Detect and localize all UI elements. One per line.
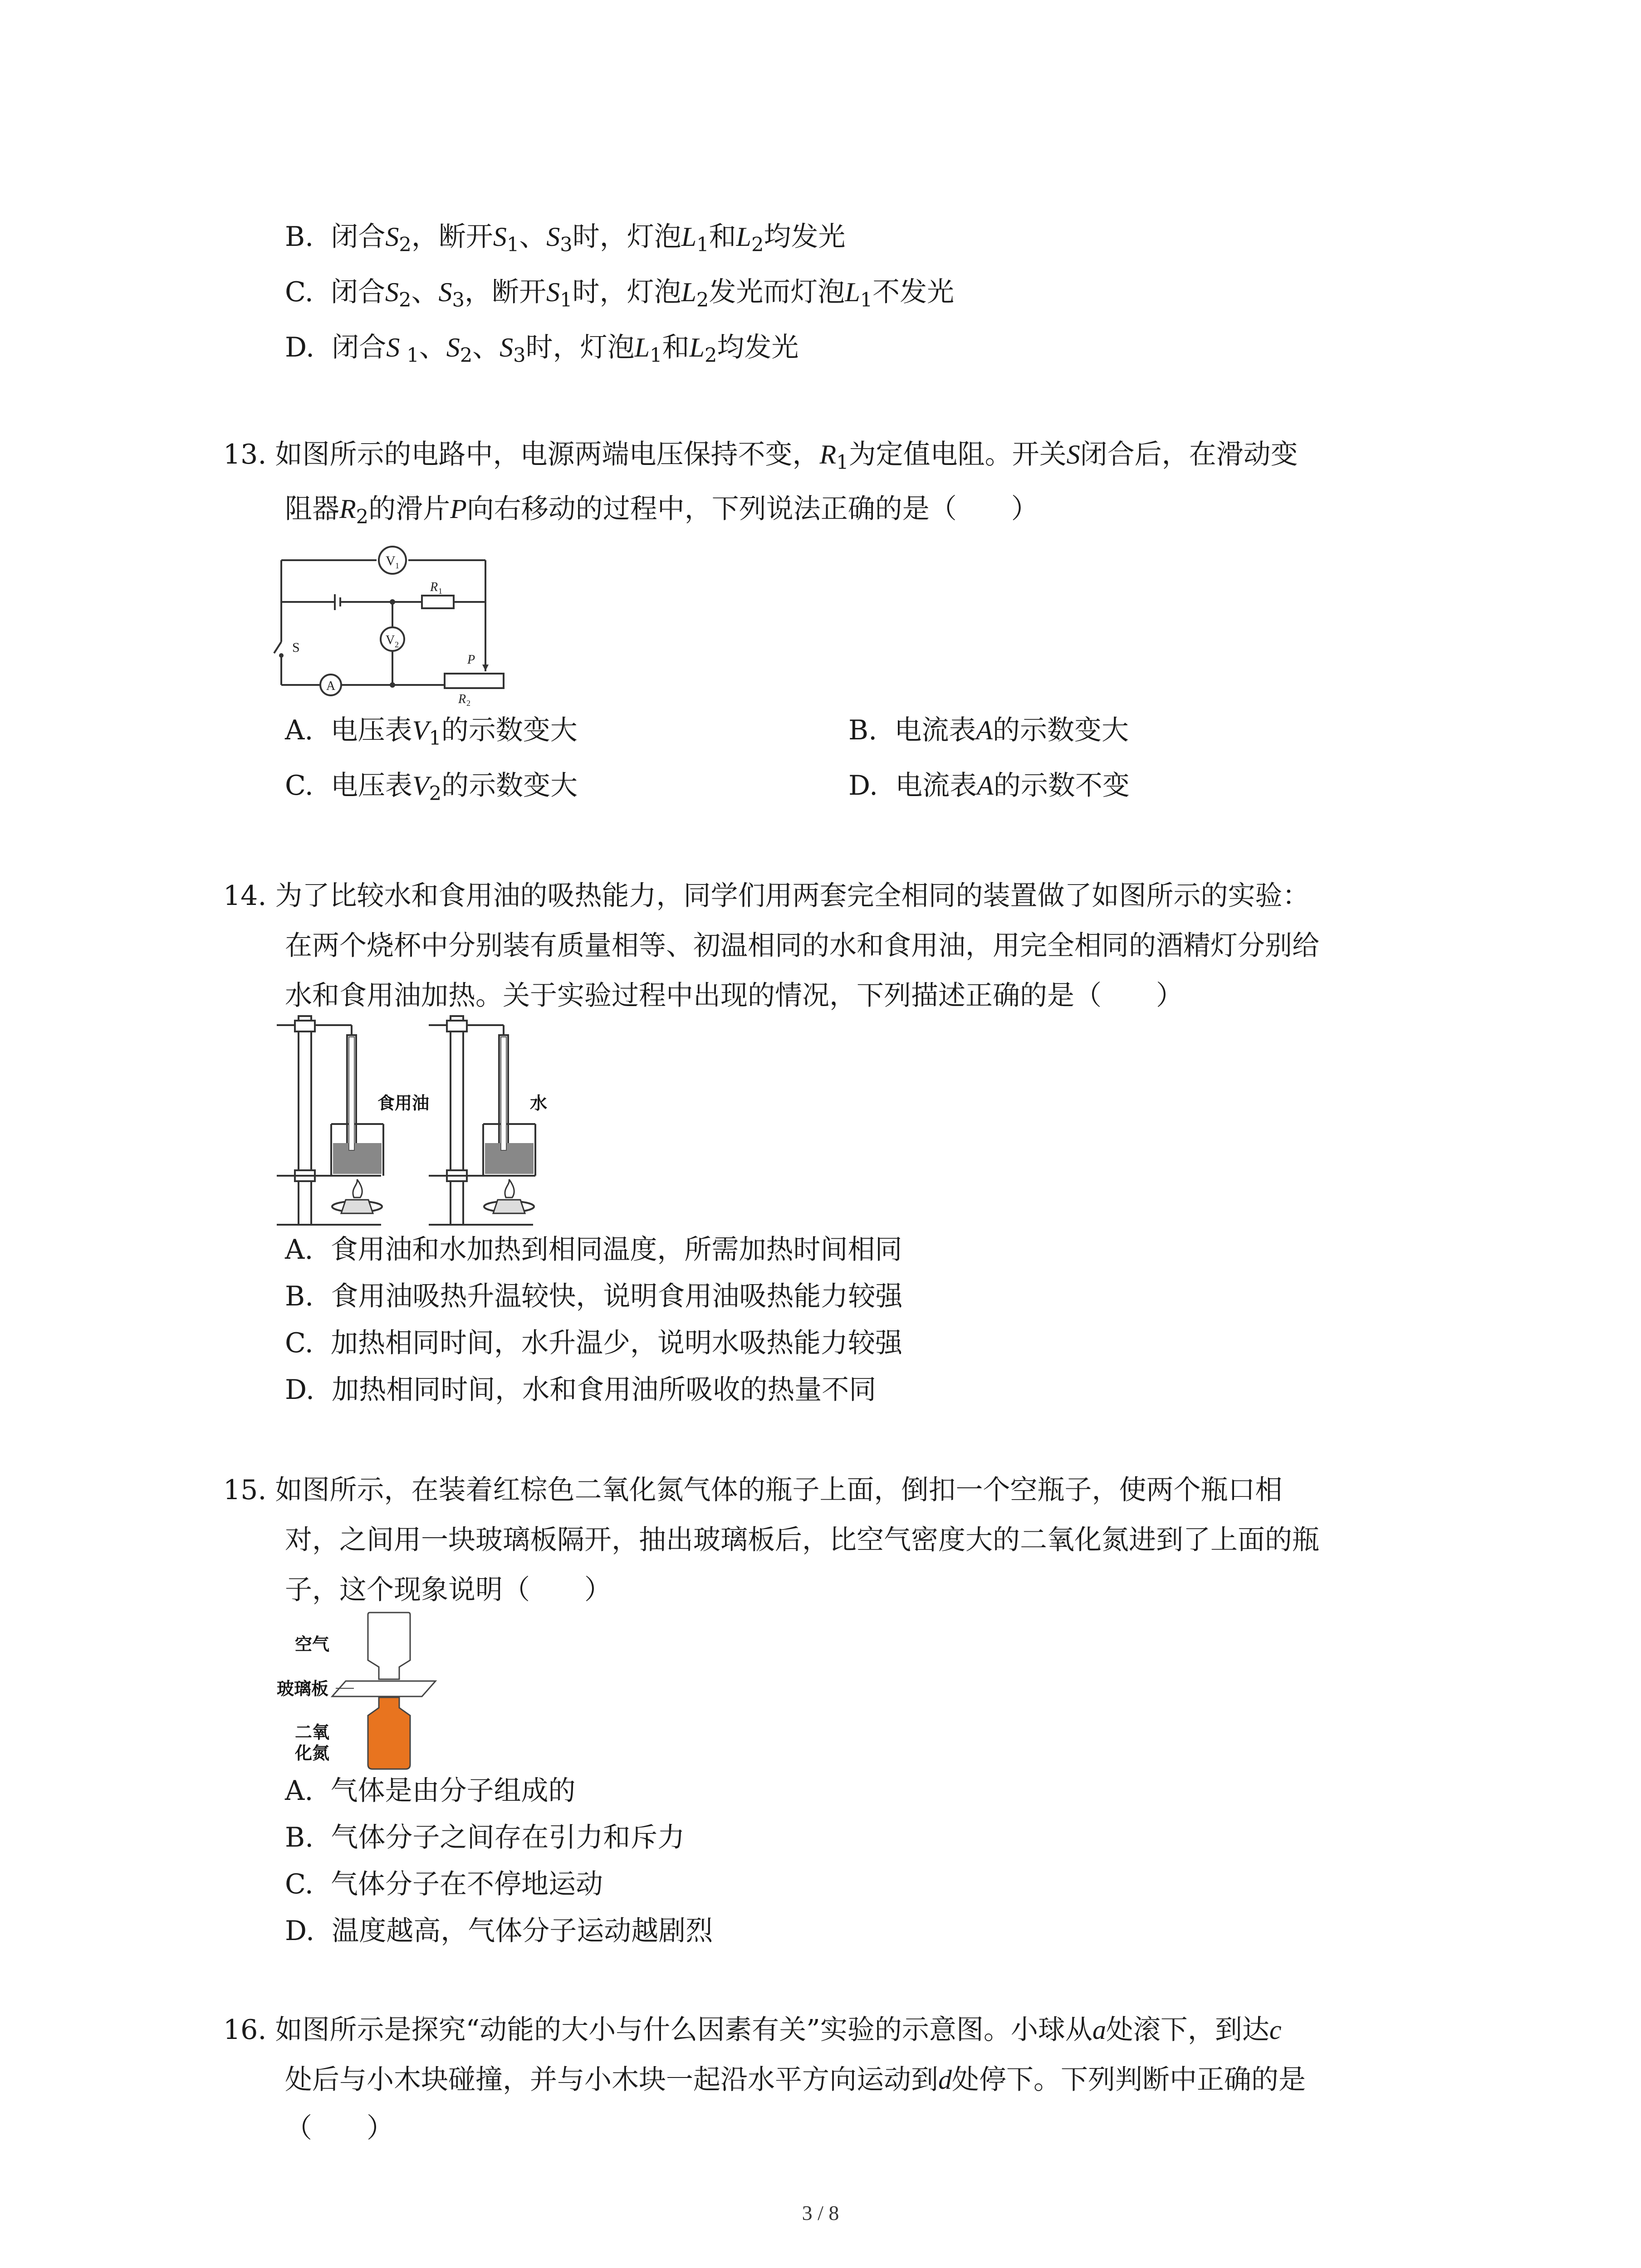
q14-option-a: A. 食用油和水加热到相同温度，所需加热时间相同 <box>285 1234 902 1266</box>
q14-stem-line1: 14. 为了比较水和食用油的吸热能力，同学们用两套完全相同的装置做了如图所示的实验： <box>223 880 1310 912</box>
q15-stem-line3: 子，这个现象说明（ ） <box>285 1574 612 1606</box>
question-number: 13. <box>223 439 267 470</box>
oil-liquid <box>333 1143 382 1174</box>
q14-heating-apparatus <box>272 1007 581 1234</box>
switch-s-label: S <box>292 640 300 655</box>
question-number: 16. <box>223 2014 267 2046</box>
apparatus-water <box>429 1016 535 1225</box>
no2-bottle <box>368 1697 410 1769</box>
voltmeter-v2-label: V <box>386 633 395 647</box>
q16-stem-line1: 16. 如图所示是探究“动能的大小与什么因素有关”实验的示意图。小球从a处滚下，到达c <box>223 2014 1282 2046</box>
svg-text:2: 2 <box>395 640 399 649</box>
q15-option-b: B. 气体分子之间存在引力和斥力 <box>285 1822 685 1853</box>
q15-option-c: C. 气体分子在不停地运动 <box>285 1868 603 1900</box>
ammeter-label: A <box>326 679 336 693</box>
q14-stem-line2: 在两个烧杯中分别装有质量相等、初温相同的水和食用油，用完全相同的酒精灯分别给 <box>285 930 1319 962</box>
q15-gas-diffusion-figure <box>272 1610 472 1778</box>
q14-stem-line3: 水和食用油加热。关于实验过程中出现的情况，下列描述正确的是（ ） <box>285 980 1183 1012</box>
q14-option-b: B. 食用油吸热升温较快，说明食用油吸热能力较强 <box>285 1281 903 1312</box>
voltmeter-v1-label: V <box>386 553 396 568</box>
option-label: B. <box>285 221 314 253</box>
label-water: 水 <box>530 1094 548 1113</box>
q13-stem-line2: 阻器$R_2$的滑片P向右移动的过程中，下列说法正确的是（ ） <box>285 493 1038 529</box>
q12-option-d: D. 闭合S $_1$、$S_2$、$S_3$时，灯泡$L_1$和$L_2$均发光 <box>285 332 799 367</box>
q13-option-c: C. 电压表$V_2$的示数变大 <box>285 770 578 806</box>
svg-text:1: 1 <box>395 561 399 570</box>
q16-stem-line3: （ ） <box>285 2112 394 2144</box>
q12-option-c: C. 闭合$S_2$、$S_3$，断开$S_1$时，灯泡$L_2$发光而灯泡$L_1$不发光 <box>285 276 955 312</box>
svg-text:2: 2 <box>466 699 470 708</box>
r1-label: R <box>430 580 438 594</box>
q13-circuit-diagram <box>272 542 508 714</box>
q15-option-d: D. 温度越高，气体分子运动越剧烈 <box>285 1915 713 1947</box>
question-number: 15. <box>223 1474 267 1506</box>
apparatus-oil <box>277 1016 383 1225</box>
q15-stem-line1: 15. 如图所示，在装着红棕色二氧化氮气体的瓶子上面，倒扣一个空瓶子，使两个瓶口相 <box>223 1474 1283 1506</box>
alcohol-lamp-1 <box>341 1179 373 1213</box>
q12-option-b: B. 闭合$S_2$，断开$S_1$、$S_3$时，灯泡$L_1$和$L_2$均发光 <box>285 221 846 257</box>
page-number: 3 / 8 <box>802 2201 839 2224</box>
water-liquid <box>485 1143 534 1174</box>
q14-option-d: D. 加热相同时间，水和食用油所吸收的热量不同 <box>285 1374 877 1406</box>
q16-stem-line2: 处后与小木块碰撞，并与小木块一起沿水平方向运动到d处停下。下列判断中正确的是 <box>285 2064 1306 2096</box>
r2-label: R <box>458 692 466 706</box>
svg-text:1: 1 <box>438 587 442 596</box>
slider-p-label: P <box>467 653 475 667</box>
q15-stem-line2: 对，之间用一块玻璃板隔开，抽出玻璃板后，比空气密度大的二氧化氮进到了上面的瓶 <box>285 1524 1319 1556</box>
q14-option-c: C. 加热相同时间，水升温少，说明水吸热能力较强 <box>285 1327 902 1359</box>
label-glass-plate: 玻璃板 <box>277 1680 329 1699</box>
q13-option-a: A. 电压表$V_1$的示数变大 <box>285 714 578 750</box>
q13-option-b: B. 电流表A的示数变大 <box>848 714 1129 746</box>
label-air: 空气 <box>295 1635 330 1654</box>
label-no2-line2: 化氮 <box>295 1744 330 1763</box>
question-number: 14. <box>223 880 267 912</box>
label-oil: 食用油 <box>377 1094 430 1113</box>
alcohol-lamp-2 <box>493 1179 525 1213</box>
label-no2-line1: 二氧 <box>295 1723 330 1742</box>
q13-option-d: D. 电流表A的示数不变 <box>848 770 1130 802</box>
q13-stem-line1: 13. 如图所示的电路中，电源两端电压保持不变，$R_1$为定值电阻。开关S闭合后，在滑动变 <box>223 439 1298 474</box>
q15-option-a: A. 气体是由分子组成的 <box>285 1775 576 1807</box>
